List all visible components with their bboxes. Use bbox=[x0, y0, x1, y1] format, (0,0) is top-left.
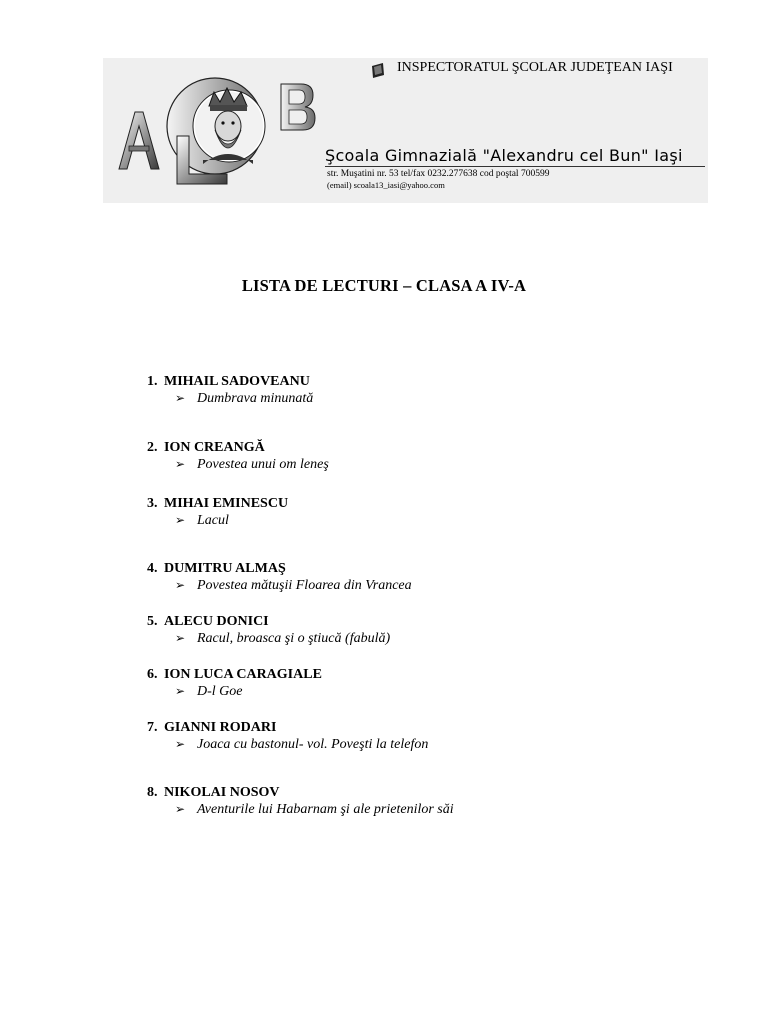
list-item bbox=[147, 720, 428, 754]
arrow-bullet-icon: ➢ bbox=[175, 391, 186, 405]
list-item bbox=[147, 614, 390, 648]
school-email: (email) scoala13_iasi@yahoo.com bbox=[327, 180, 445, 190]
work-title: ➢ Povestea mătuşii Floarea din Vrancea bbox=[175, 578, 412, 593]
arrow-bullet-icon: ➢ bbox=[175, 737, 186, 751]
author-name: 3. MIHAI EMINESCU bbox=[147, 496, 289, 511]
header-rule bbox=[325, 166, 705, 167]
arrow-bullet-icon: ➢ bbox=[175, 513, 186, 527]
work-title: ➢ Povestea unui om leneş bbox=[175, 457, 329, 472]
page-title: LISTA DE LECTURI – CLASA A IV-A bbox=[241, 276, 527, 295]
school-address: str. Muşatini nr. 53 tel/fax 0232.277638 cod poştal 700599 bbox=[327, 169, 550, 179]
arrow-bullet-icon: ➢ bbox=[175, 802, 186, 816]
author-name: 6. ION LUCA CARAGIALE bbox=[147, 667, 322, 682]
logo-letter-a bbox=[119, 112, 159, 169]
arrow-bullet-icon: ➢ bbox=[175, 578, 186, 592]
author-name: 4. DUMITRU ALMAŞ bbox=[147, 561, 286, 576]
author-name: 7. GIANNI RODARI bbox=[147, 720, 277, 735]
work-title: ➢ D-l Goe bbox=[175, 684, 243, 699]
work-title: ➢ Aventurile lui Habarnam şi ale prietenilor săi bbox=[175, 802, 454, 817]
letterhead bbox=[103, 58, 708, 203]
list-item bbox=[147, 667, 322, 701]
work-title: ➢ Lacul bbox=[175, 513, 229, 528]
list-item bbox=[147, 785, 454, 819]
list-item bbox=[147, 440, 329, 474]
list-item bbox=[147, 561, 412, 595]
book-icon bbox=[371, 63, 385, 79]
arrow-bullet-icon: ➢ bbox=[175, 631, 186, 645]
inspectorate-name: INSPECTORATUL ŞCOLAR JUDEŢEAN IAŞI bbox=[397, 60, 673, 75]
school-logo bbox=[117, 74, 317, 192]
work-title: ➢ Dumbrava minunată bbox=[175, 391, 314, 406]
arrow-bullet-icon: ➢ bbox=[175, 457, 186, 471]
work-title: ➢ Joaca cu bastonul- vol. Poveşti la telefon bbox=[175, 737, 429, 752]
list-item bbox=[147, 496, 288, 530]
school-name: Şcoala Gimnazială "Alexandru cel Bun" Iaşi bbox=[325, 146, 683, 165]
author-name: 2. ION CREANGĂ bbox=[147, 440, 265, 455]
work-title: ➢ Racul, broasca şi o ştiucă (fabulă) bbox=[175, 631, 391, 646]
logo-letter-b bbox=[281, 84, 315, 130]
list-item bbox=[147, 374, 313, 408]
author-name: 8. NIKOLAI NOSOV bbox=[147, 785, 280, 800]
author-name: 5. ALECU DONICI bbox=[147, 614, 269, 629]
arrow-bullet-icon: ➢ bbox=[175, 684, 186, 698]
author-name: 1. MIHAIL SADOVEANU bbox=[147, 374, 310, 389]
